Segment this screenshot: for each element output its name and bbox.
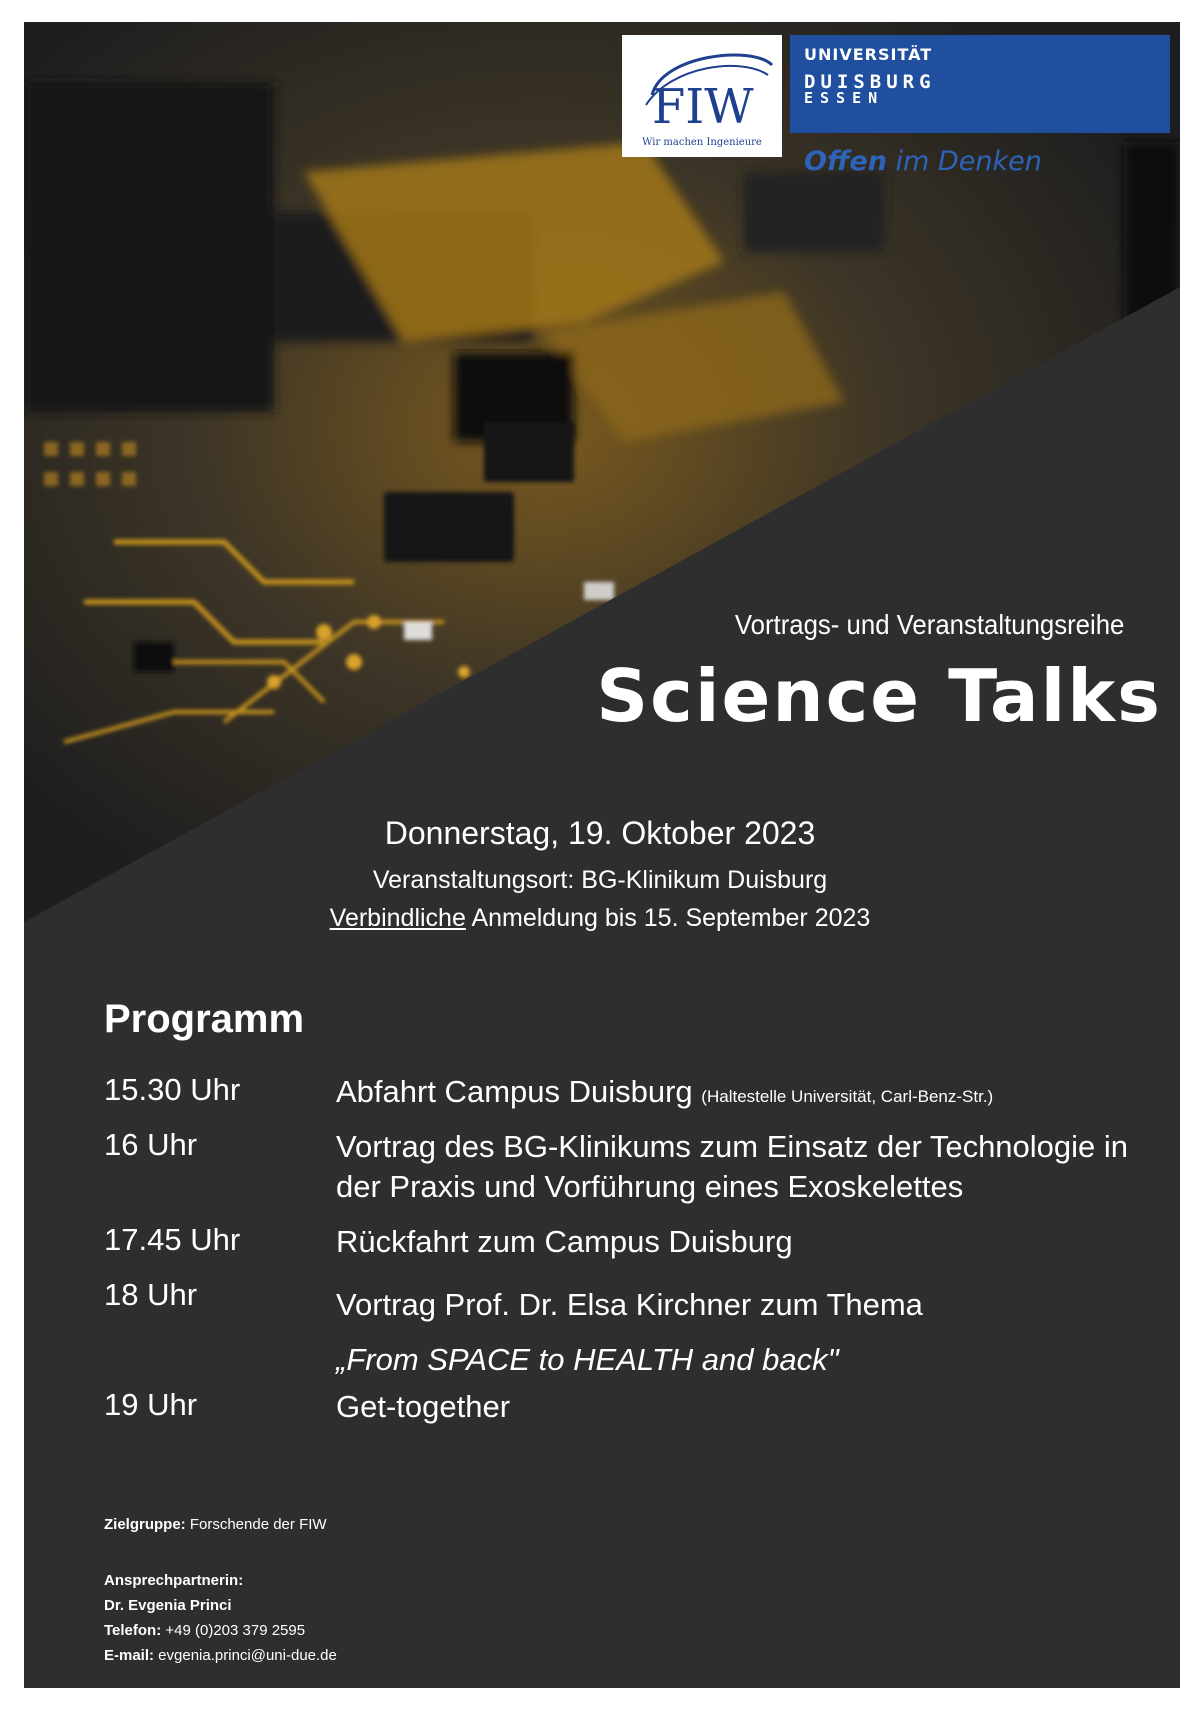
program-description [336,1127,1128,1207]
contact-label: Ansprechpartnerin: [104,1572,244,1589]
registration-emphasis: Verbindliche [329,904,466,932]
poster [24,22,1180,1688]
registration-text: Anmeldung bis 15. September 2023 [465,904,871,932]
target-value: Forschende der FIW [185,1516,327,1533]
event-venue: Veranstaltungsort: BG-Klinikum Duisburg [372,866,828,894]
program-time: 15.30 Uhr [104,1072,241,1107]
contact-block [104,1568,337,1668]
program-text: Get-together [336,1389,511,1424]
target-label: Zielgruppe: [104,1516,186,1533]
program-note: (Haltestelle Universität, Carl-Benz-Str.) [701,1087,994,1106]
program-time: 17.45 Uhr [104,1222,241,1257]
fiw-logo-tagline: Wir machen Ingenieure [642,137,762,148]
program-time: 16 Uhr [104,1127,198,1162]
program-time: 18 Uhr [104,1277,198,1312]
ude-slogan [804,146,1042,177]
program-text-line2: der Praxis und Vorführung eines Exoskelettes [336,1169,964,1204]
ude-slogan-bold: Offen [804,146,887,177]
program-text-line1: Vortrag Prof. Dr. Elsa Kirchner zum Thema [336,1287,923,1322]
ude-logo [790,35,1170,133]
ude-slogan-rest: im Denken [886,146,1042,177]
poster-title: Science Talks [596,654,1162,738]
program-description [336,1277,923,1387]
program-time: 19 Uhr [104,1387,198,1422]
program-text: Abfahrt Campus Duisburg [336,1074,693,1109]
fiw-logo-letters: FIW [652,79,754,135]
program-talk-title: „From SPACE to HEALTH and back" [336,1342,839,1377]
target-group [104,1512,327,1537]
event-date: Donnerstag, 19. Oktober 2023 [384,815,816,851]
email-label: E-mail: [104,1647,155,1664]
ude-logo-line3: ESSEN [804,89,885,107]
email-link[interactable]: evgenia.princi@uni-due.de [154,1647,337,1664]
series-subtitle: Vortrags- und Veranstaltungsreihe [734,609,1124,640]
registration-deadline [0,904,1200,933]
ude-logo-line2: DUISBURG [804,71,936,93]
fiw-logo [622,35,782,157]
phone-value: +49 (0)203 379 2595 [161,1622,306,1639]
program-text-line1: Vortrag des BG-Klinikums zum Einsatz der Technologie in [336,1129,1129,1164]
contact-name: Dr. Evgenia Princi [104,1597,232,1614]
program-description [336,1072,993,1117]
program-text: Rückfahrt zum Campus Duisburg [336,1224,793,1259]
phone-label: Telefon: [104,1622,162,1639]
program-heading: Programm [104,997,305,1041]
ude-logo-line1: UNIVERSITÄT [804,45,933,64]
